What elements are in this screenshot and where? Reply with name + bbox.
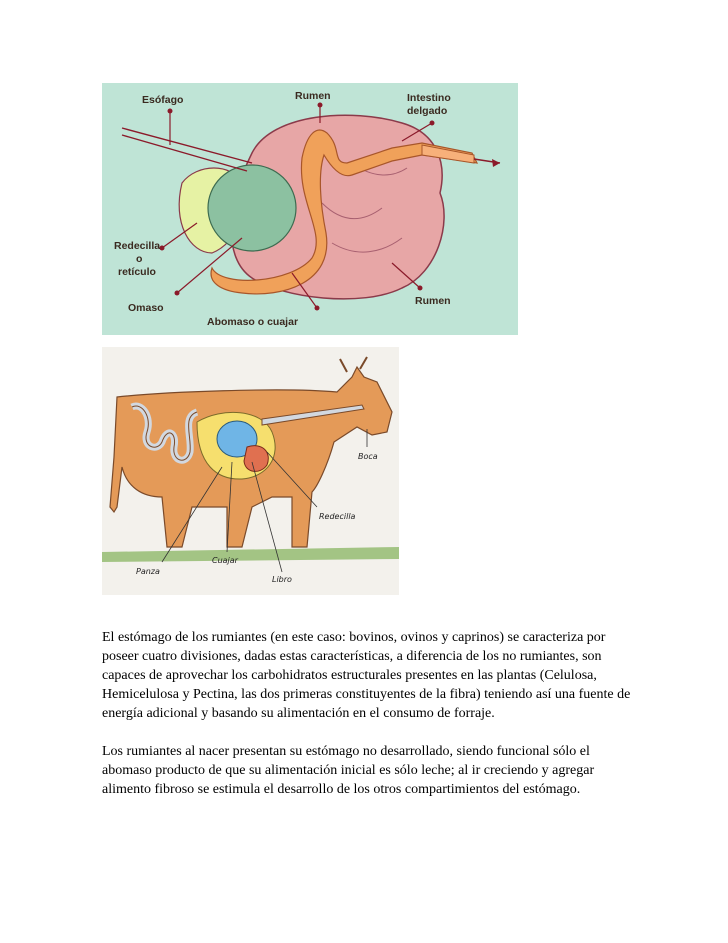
paragraph-2: Los rumiantes al nacer presentan su estómago no desarrollado, siendo funcional sólo el abomaso producto de que su alimentación inicial es sólo leche; al ir creciendo y agregar alimento fibroso se estimula el desarrollo de los otros compartimientos del estómago.	[102, 744, 595, 797]
label-omaso: Omaso	[128, 302, 164, 314]
label-rumen-top: Rumen	[295, 90, 331, 102]
stomach-diagram	[102, 83, 518, 335]
cow-diagram	[102, 347, 399, 595]
label-abomaso: Abomaso o cuajar	[207, 316, 299, 328]
label-redecilla-2: o	[136, 253, 143, 265]
label-rumen-bottom: Rumen	[415, 295, 451, 307]
label-redecilla-cow: Redecilla	[319, 512, 356, 521]
cuajar-shape	[244, 446, 268, 472]
label-intestino-1: Intestino	[407, 92, 451, 104]
paragraph-1: El estómago de los rumiantes (en este caso: bovinos, ovinos y caprinos) se caracteriza por poseer cuatro divisiones, dadas estas características, a diferencia de los no rumiantes, son capaces de aprovechar los carbohidratos estructurales presentes en las plantas (Celulosa, Hemicelulosa y Pectina, las dos primeras constituyentes de la fibra) teniendo así una fuente de energía adicional y basando su alimentación en el consumo de forraje.	[102, 630, 631, 721]
label-cuajar: Cuajar	[212, 556, 238, 565]
label-panza: Panza	[136, 567, 160, 576]
label-intestino-2: delgado	[407, 105, 448, 117]
label-redecilla-3: retículo	[118, 266, 156, 278]
omaso-shape	[208, 165, 296, 251]
label-boca: Boca	[358, 452, 378, 461]
label-redecilla-1: Redecilla	[114, 240, 161, 252]
label-libro: Libro	[272, 575, 292, 584]
label-esofago: Esófago	[142, 94, 184, 106]
